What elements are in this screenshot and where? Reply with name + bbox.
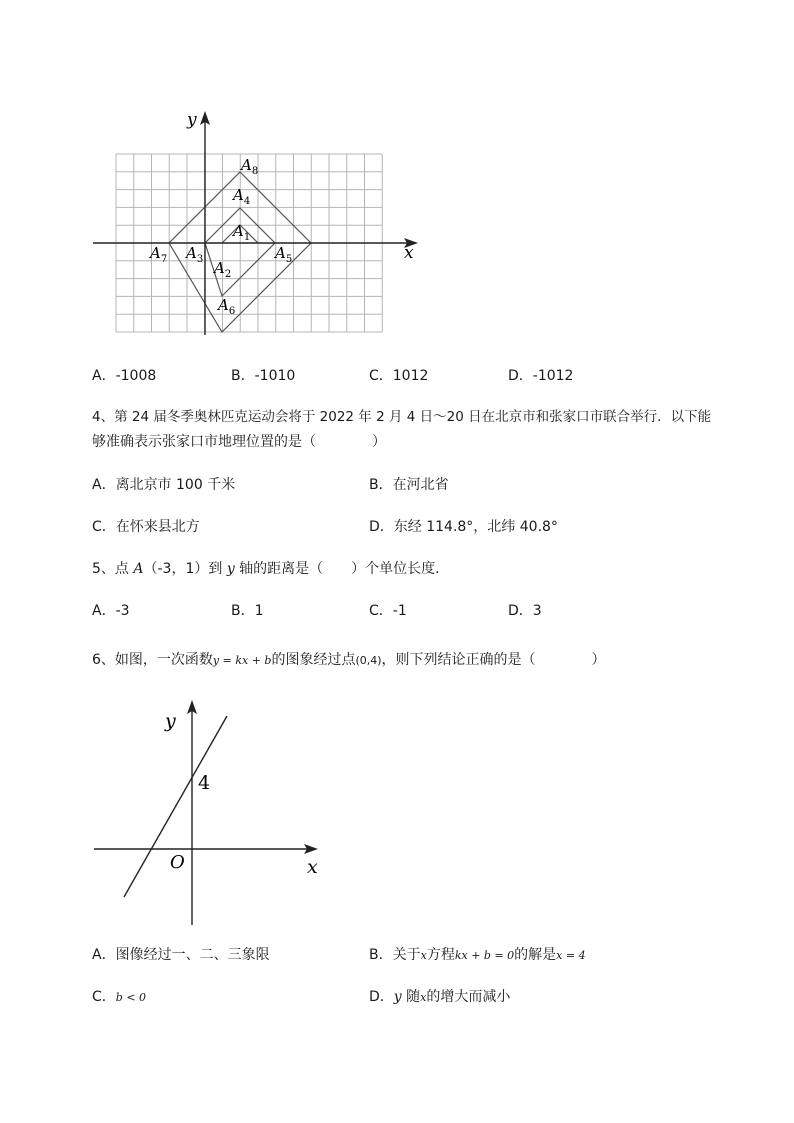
q6-prefix: 6、如图，一次函数	[92, 652, 213, 668]
label-a6: $A_6$	[218, 296, 236, 317]
q5-prefix: 5、点	[92, 561, 134, 577]
q6-d-suffix: 的增大而减小	[426, 989, 511, 1005]
label-a1: $A_1$	[233, 222, 251, 243]
q6-b-equation: kx + b = 0	[454, 949, 515, 962]
y-axis-label: y	[187, 110, 197, 130]
q6-option-c[interactable]	[92, 987, 146, 1008]
q6-c-expr: b < 0	[115, 991, 147, 1004]
q4-option-a[interactable]: A．离北京市 100 千米	[92, 477, 236, 493]
q6-formula: y = kx + b	[212, 654, 272, 667]
q5-option-a[interactable]: A．-3	[92, 603, 130, 619]
q4-option-d[interactable]: D．东经 114.8°，北纬 40.8°	[369, 519, 558, 535]
label-a2: $A_2$	[214, 259, 232, 280]
q5-question	[92, 559, 449, 579]
q4-question-line1: 4、第 24 届冬季奥林匹克运动会将于 2022 年 2 月 4 日～20 日在北京市和张家口市联合举行．以下能	[92, 409, 712, 425]
q6-b-prefix: B．关于	[369, 947, 421, 963]
q3-option-b[interactable]: B．-1010	[231, 368, 296, 384]
q3-option-c[interactable]: C．1012	[369, 368, 429, 384]
intercept-label: 4	[198, 772, 211, 794]
q6-b-mid: 方程	[426, 947, 455, 963]
q6-option-a[interactable]: A．图像经过一、二、三象限	[92, 947, 270, 963]
q4-question-line2: 够准确表示张家口市地理位置的是（ ）	[92, 434, 386, 450]
q5-option-d[interactable]: D．3	[508, 603, 542, 619]
q5-axis: y	[226, 561, 235, 577]
q5-suffix: 轴的距离是（ ）个单位长度．	[234, 561, 450, 577]
q5-point: A	[133, 561, 144, 577]
figure-grid-squares	[90, 105, 430, 345]
origin-label: O	[170, 852, 185, 873]
label-a7: $A_7$	[150, 244, 168, 265]
label-a5: $A_5$	[275, 244, 293, 265]
q6-suffix: ，则下列结论正确的是（ ）	[381, 652, 606, 668]
label-a4: $A_4$	[233, 186, 251, 207]
q6-d-var1: y	[393, 989, 402, 1005]
q6-d-prefix: D．	[369, 989, 394, 1005]
q5-coords: （-3，1）到	[143, 561, 227, 577]
q5-option-b[interactable]: B．1	[231, 603, 264, 619]
x-axis-label: x	[307, 856, 318, 878]
label-a8: $A_8$	[241, 156, 259, 177]
q6-d-var2: x	[420, 991, 427, 1004]
q5-option-c[interactable]: C．-1	[369, 603, 407, 619]
q6-b-solution: x = 4	[556, 949, 586, 962]
q3-option-d[interactable]: D．-1012	[508, 368, 574, 384]
q6-question	[92, 650, 606, 671]
figure-linear-function	[90, 695, 330, 930]
q6-c-prefix: C．	[92, 989, 116, 1005]
q6-point: (0,4)	[355, 654, 382, 667]
y-axis-label: y	[165, 710, 176, 732]
q3-option-a[interactable]: A．-1008	[92, 368, 157, 384]
q6-d-mid: 随	[401, 989, 421, 1005]
q4-option-c[interactable]: C．在怀来县北方	[92, 519, 200, 535]
q6-option-d[interactable]	[369, 987, 510, 1008]
q6-option-b[interactable]	[369, 945, 586, 966]
q4-option-b[interactable]: B．在河北省	[369, 477, 449, 493]
q6-middle: 的图象经过点	[271, 652, 356, 668]
q6-b-var: x	[420, 949, 427, 962]
q6-b-mid2: 的解是	[514, 947, 557, 963]
label-a3: $A_3$	[186, 244, 204, 265]
x-axis-label: x	[404, 243, 414, 263]
